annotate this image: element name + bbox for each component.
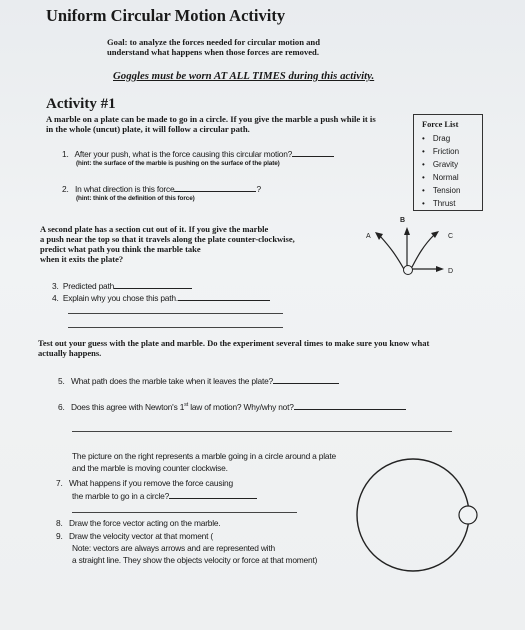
question-8 [56,518,221,528]
label-a: A [366,233,371,240]
plate-text-line-1: A second plate has a section cut out of it. If you give the marble [40,224,269,234]
arrow-d-icon [436,266,444,272]
question-7-line-1: What happens if you remove the force causing [68,478,233,488]
goal-line-1: Goal: to analyze the forces needed for circular motion and [107,37,320,47]
question-5 [58,375,339,386]
question-7-line-2: the marble to go in a circle? [72,491,170,501]
question-4-answer-line[interactable] [178,292,270,301]
question-1-answer-line[interactable] [292,148,334,157]
answer-line[interactable] [72,512,297,513]
question-9-line-1: Draw the velocity vector at that moment ( [68,531,213,541]
label-d: D [448,268,454,275]
question-2-answer-line[interactable] [174,183,256,192]
question-4 [52,292,270,303]
intro-line-2: in the whole (uncut) plate, it will follow a circular path. [46,124,250,134]
answer-line[interactable] [68,327,283,328]
picture-text-line-2: and the marble is moving counter clockwise. [72,463,228,473]
question-2-hint: (hint: think of the definition of this force) [76,195,195,202]
plate-circle [357,459,469,571]
test-text-line-2: actually happens. [38,348,102,358]
question-6 [58,401,406,412]
plate-text-line-3: predict what path you think the marble take [40,244,201,254]
question-2-end: ? [256,184,261,194]
question-7 [56,478,233,488]
label-c: C [448,233,454,240]
label-b: B [400,217,406,224]
question-7-number: 7. [56,478,63,488]
question-7-answer-line[interactable] [169,490,257,499]
force-list-item: • Friction [422,145,460,158]
question-2-number: 2. [62,184,69,194]
question-7-cont [72,490,257,501]
answer-line[interactable] [68,313,283,314]
goggles-warning: Goggles must be worn AT ALL TIMES during this activity. [113,70,375,82]
question-5-number: 5. [58,376,65,386]
marble-icon [459,506,477,524]
path-a-line [380,236,405,271]
question-4-number: 4. [52,293,59,303]
question-1 [62,148,334,159]
question-6-end: law of motion? Why/why not? [188,402,294,412]
goal-line-2: understand what happens when those forces are removed. [107,47,319,57]
question-9-line-2: Note: vectors are always arrows and are represented with [72,543,275,553]
plate-text-line-2: a push near the top so that it travels along the plate counter-clockwise, [40,234,295,244]
question-1-number: 1. [62,149,69,159]
answer-line[interactable] [72,431,452,432]
question-5-text: What path does the marble take when it leaves the plate? [70,376,274,386]
activity-heading: Activity #1 [46,96,116,112]
force-list-item: • Normal [422,171,460,184]
question-4-text: Explain why you chose this path. [62,293,178,303]
force-list [422,132,460,210]
test-text-line-1: Test out your guess with the plate and marble. Do the experiment several times to make sure you know what [38,338,430,348]
intro-line-1: A marble on a plate can be made to go in a circle. If you give the marble a push while it is [46,114,376,124]
arrow-b-icon [404,227,410,235]
force-list-title: Force List [422,120,459,129]
cut-plate-path [343,227,409,293]
question-6-sup: st [184,402,189,409]
question-3-number: 3. [52,281,59,291]
force-list-item: • Tension [422,184,460,197]
question-2 [62,183,261,194]
force-list-item: • Gravity [422,158,460,171]
path-c-line [410,235,434,271]
picture-text-line-1: The picture on the right represents a marble going in a circle around a plate [72,451,336,461]
question-9-number: 9. [56,531,63,541]
question-8-text: Draw the force vector acting on the marble. [68,518,221,528]
question-3-answer-line[interactable] [114,280,192,289]
question-3-text: Predicted path [62,281,115,291]
question-3 [52,280,192,291]
circle-plate-diagram [355,445,485,590]
cut-plate-diagram [330,205,490,355]
question-8-number: 8. [56,518,63,528]
force-list-box [413,114,483,211]
page-title: Uniform Circular Motion Activity [46,6,286,25]
force-list-item: • Drag [422,132,460,145]
question-6-number: 6. [58,402,65,412]
question-9 [56,531,213,541]
question-6-text: Does this agree with Newton's 1 [70,402,185,412]
plate-text-line-4: when it exits the plate? [40,254,124,264]
force-list-item: • Thrust [422,197,460,210]
question-1-text: After your push, what is the force causing this circular motion? [74,149,293,159]
marble-icon [404,266,413,275]
question-6-answer-line[interactable] [294,401,406,410]
question-5-answer-line[interactable] [273,375,339,384]
question-1-hint: (hint: the surface of the marble is pushing on the surface of the plate) [76,160,280,167]
question-9-line-3: a straight line. They show the objects velocity or force at that moment) [72,555,318,565]
question-2-text: In what direction is this force [74,184,175,194]
